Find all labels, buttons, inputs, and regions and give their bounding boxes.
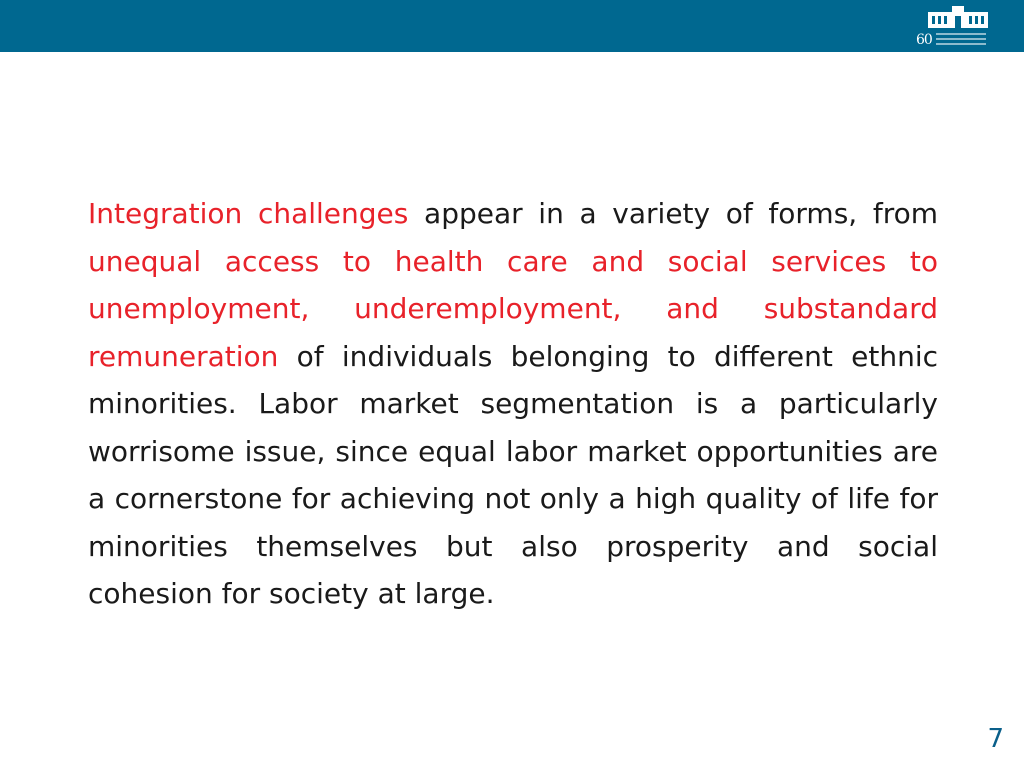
building-icon xyxy=(928,6,988,28)
highlight-integration-challenges: Integration challenges xyxy=(88,197,409,230)
university-logo xyxy=(886,0,986,52)
header-bar xyxy=(0,0,1024,52)
paragraph-text-2: of individuals belonging to different ethnic minorities. Labor market segmentation is a particularly worrisome issue, since equal labor market opportunities are a cornerstone for achieving not only a high quality of life for minorities themselves but also prosperity and social cohesion for society at large. xyxy=(88,339,938,610)
paragraph-text-1: appear in a variety of forms, from xyxy=(408,197,938,230)
logo-mark: 60 xyxy=(916,32,932,48)
logo-text-lines xyxy=(936,30,986,48)
highlight-unequal-access: unequal access to health care and social services to unemployment, underemployment, and substandard remuneration xyxy=(88,244,938,373)
body-paragraph xyxy=(88,190,938,618)
page-number: 7 xyxy=(987,724,1004,754)
